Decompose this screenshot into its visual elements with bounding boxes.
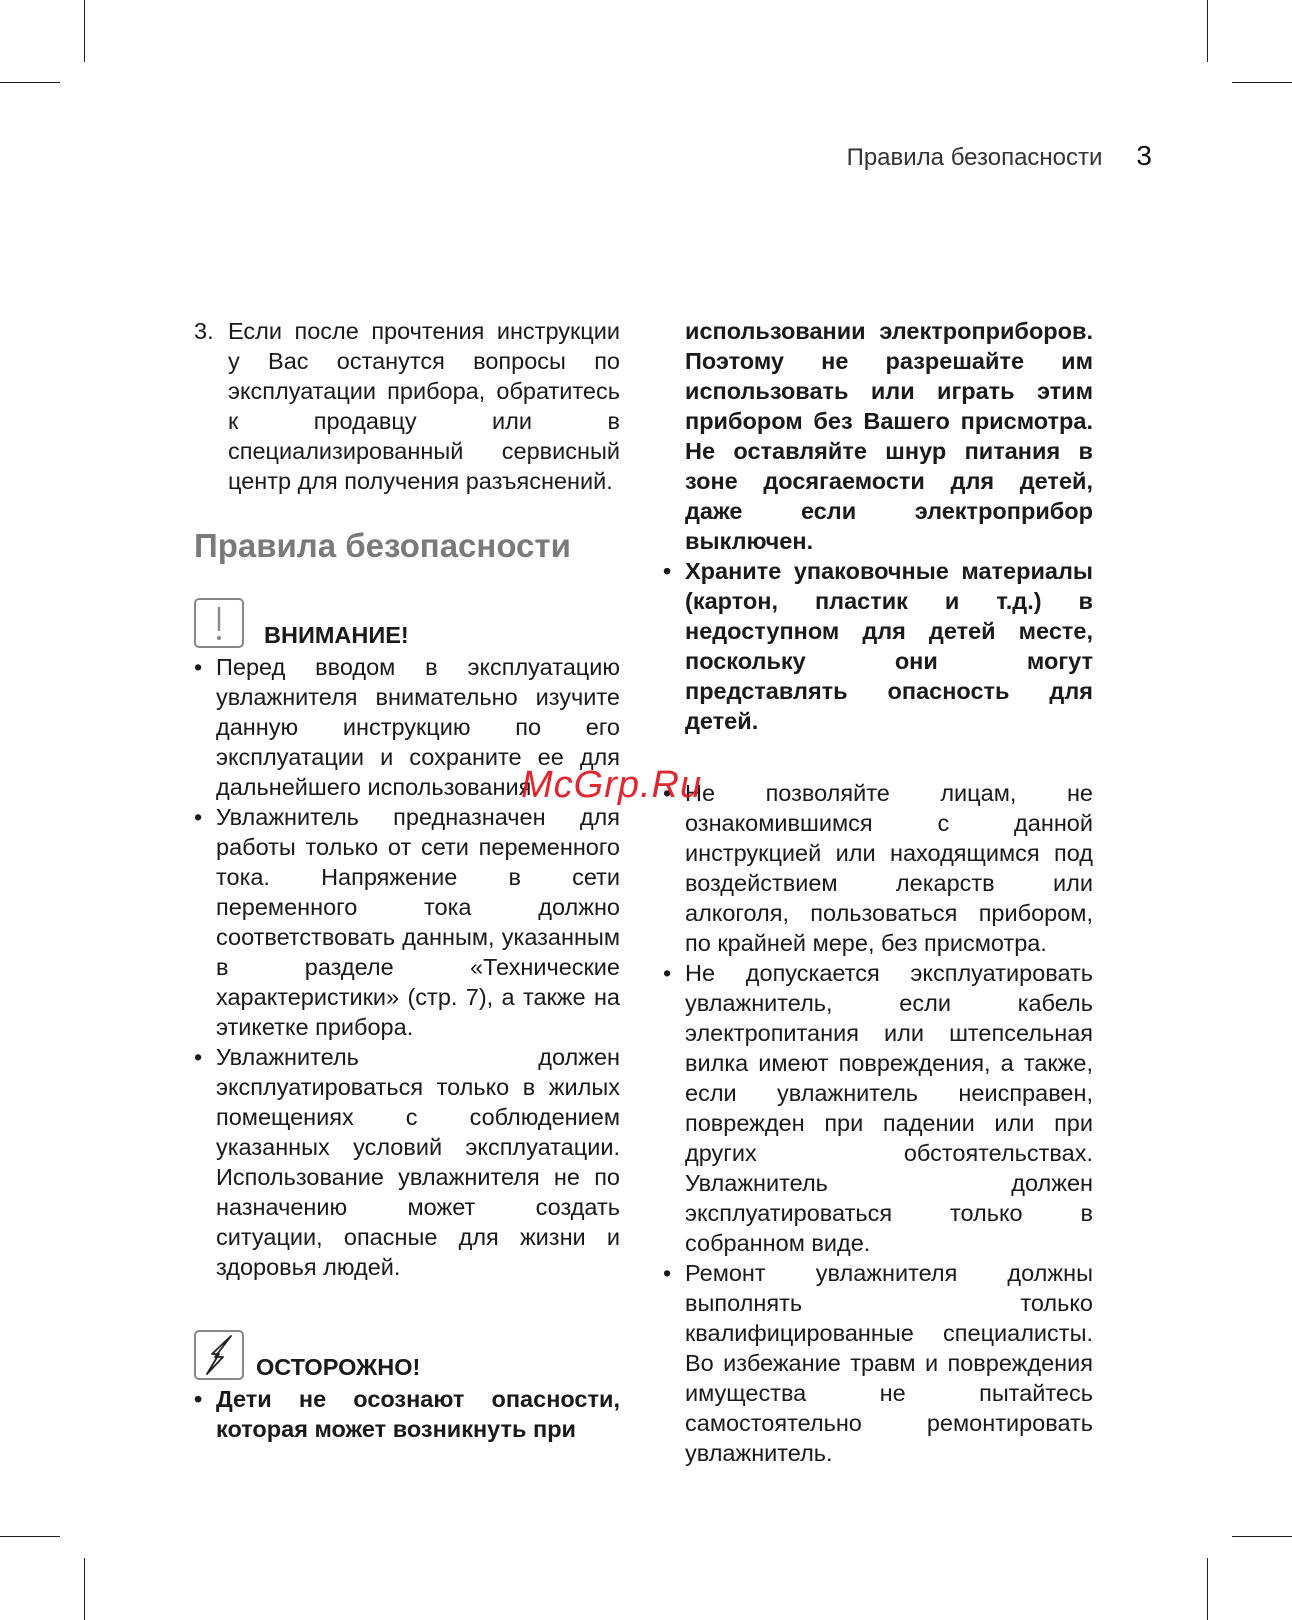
crop-mark bbox=[1207, 0, 1208, 62]
exclamation-icon bbox=[194, 598, 244, 648]
page-number: 3 bbox=[1136, 140, 1152, 171]
caution-heading bbox=[194, 1324, 620, 1380]
list-item: • Перед вводом в эксплуатацию увлажнителя внимательно изучите данную инструкцию по его эксплуатации и сохраните ее для дальнейшего использования. bbox=[194, 652, 620, 802]
crop-mark bbox=[1232, 82, 1292, 83]
crop-mark bbox=[84, 0, 85, 62]
safety-list bbox=[663, 778, 1093, 1468]
running-head-title: Правила безопасности bbox=[846, 144, 1103, 171]
list-item: • Ремонт увлажнителя должны выполнять только квалифицированные специалисты. Во избежание травм и повреждения имущества не пытайтесь самостоятельно ремонтировать увлажнитель. bbox=[663, 1258, 1093, 1468]
watermark: McGrp.Ru bbox=[521, 764, 703, 806]
list-item: • Не допускается эксплуатировать увлажнитель, если кабель электропитания или штепсельная вилка имеют повреждения, а также, если увлажнитель неисправен, поврежден при падении или при других обстоятельствах. Увлажнитель должен эксплуатироваться только в собранном виде. bbox=[663, 958, 1093, 1258]
warning-label: ВНИМАНИЕ! bbox=[264, 622, 409, 648]
item-marker: 3. bbox=[194, 318, 214, 344]
crop-mark bbox=[84, 1558, 85, 1620]
section-title: Правила безопасности bbox=[194, 527, 571, 564]
running-head bbox=[847, 140, 1152, 172]
numbered-item-3 bbox=[194, 316, 620, 496]
left-column bbox=[194, 316, 620, 1444]
list-item-continuation bbox=[663, 316, 1093, 556]
item-text: Если после прочтения инструкции у Вас останутся вопросы по эксплуатации прибора, обратитесь к продавцу или в специализированный сервисный центр для получения разъяснений. bbox=[228, 318, 620, 494]
continuation-text: использовании электроприборов. Поэтому не разрешайте им использовать или играть этим прибором без Вашего присмотра. Не оставляйте шнур питания в зоне досягаемости для детей, даже если электроприбор выключен. bbox=[685, 318, 1093, 554]
list-item: • Не позволяйте лицам, не ознакомившимся с данной инструкцией или находящимся под воздействием лекарств или алкоголя, пользоваться прибором, по крайней мере, без присмотра. bbox=[663, 778, 1093, 958]
crop-mark bbox=[0, 1536, 60, 1537]
list-item: • Увлажнитель должен эксплуатироваться только в жилых помещениях с соблюдением указанных условий эксплуатации. Использование увлажнителя не по назначению может создать ситуации, опасные для жизни и здоровья людей. bbox=[194, 1042, 620, 1282]
list-item: • Дети не осознают опасности, которая может возникнуть при bbox=[194, 1384, 620, 1444]
lightning-icon bbox=[194, 1330, 244, 1380]
warning-list bbox=[194, 652, 620, 1282]
list-item: • Увлажнитель предназначен для работы только от сети переменного тока. Напряжение в сети переменного тока должно соответствовать данным, указанным в разделе «Технические характеристики» (стр. 7), а также на этикетке прибора. bbox=[194, 802, 620, 1042]
list-item: • Храните упаковочные материалы (картон, пластик и т.д.) в недоступном для детей месте, поскольку они могут представлять опасность для детей. bbox=[663, 556, 1093, 736]
crop-mark bbox=[1207, 1558, 1208, 1620]
right-column bbox=[663, 316, 1093, 1468]
crop-mark bbox=[1232, 1536, 1292, 1537]
caution-label: ОСТОРОЖНО! bbox=[256, 1354, 421, 1380]
warning-heading bbox=[194, 592, 620, 648]
crop-mark bbox=[0, 82, 60, 83]
caution-list bbox=[194, 1384, 620, 1444]
caution-list-continued bbox=[663, 316, 1093, 736]
